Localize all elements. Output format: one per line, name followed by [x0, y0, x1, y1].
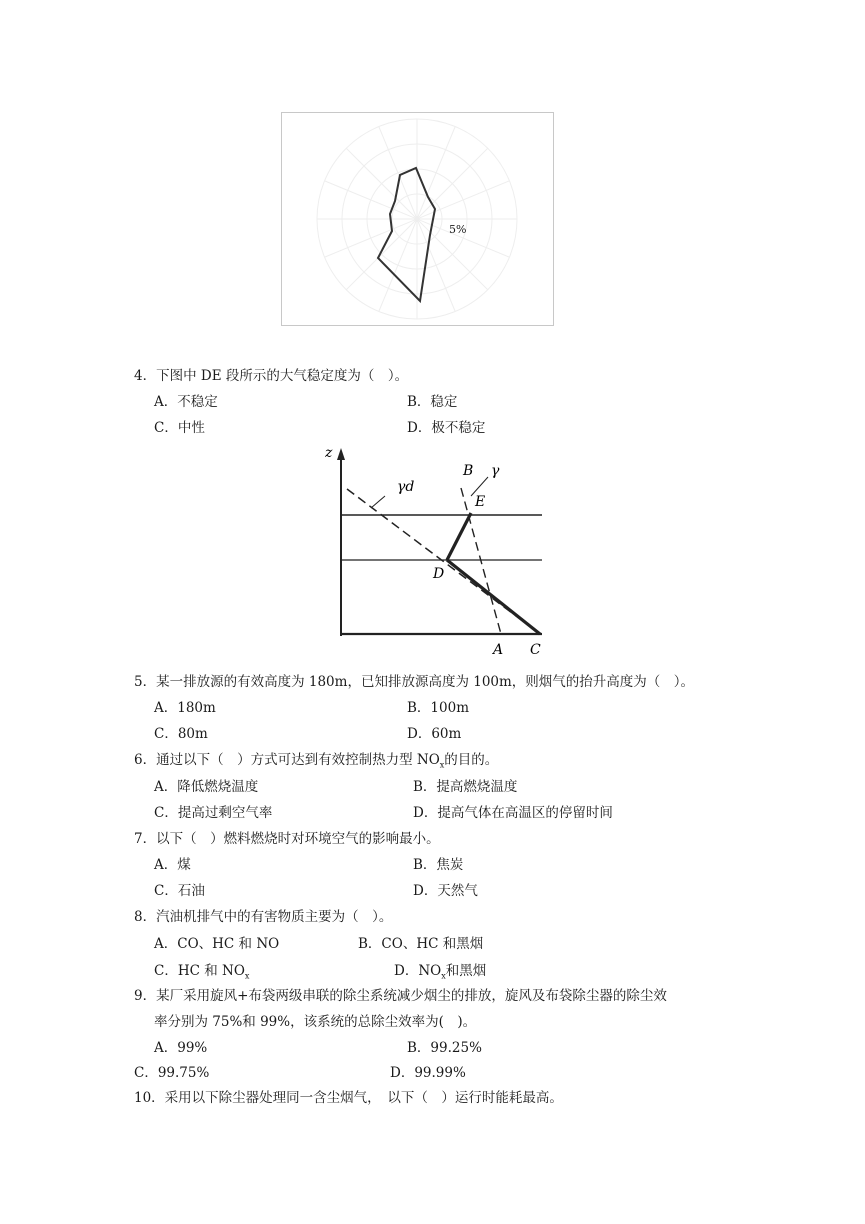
question-8-option-d-text: D．NO	[394, 963, 442, 979]
question-8-option-c-subscript: x	[244, 971, 250, 981]
question-9-stem-line-1: 9．某厂采用旋风+布袋两级串联的除尘系统减少烟尘的排放，旋风及布袋除尘器的除尘效	[134, 988, 667, 1004]
question-9-option-a: A．99%	[154, 1040, 208, 1056]
question-9-stem-line-2: 率分别为 75%和 99%，该系统的总除尘效率为( )。	[154, 1014, 477, 1030]
question-7-stem: 7．以下（ ）燃料燃烧时对环境空气的影响最小。	[134, 831, 440, 847]
point-a-label: A	[493, 642, 504, 658]
gamma-label: γ	[491, 463, 500, 479]
question-6-stem-text: 6．通过以下（ ）方式可达到有效控制热力型 NO	[134, 752, 440, 768]
question-8-option-d-end: 和黑烟	[445, 963, 487, 979]
question-9-option-b: B．99.25%	[407, 1040, 482, 1056]
wind-rose-figure	[281, 112, 554, 326]
question-4-option-a: A．不稳定	[154, 394, 218, 410]
question-4-stem: 4．下图中 DE 段所示的大气稳定度为（ ）。	[134, 368, 409, 384]
question-8-option-c	[154, 959, 249, 981]
point-e-label: E	[475, 494, 486, 510]
question-8-option-d	[394, 959, 486, 981]
point-b-label: B	[463, 463, 474, 479]
point-c-label: C	[530, 642, 541, 658]
question-7-option-d: D．天然气	[413, 883, 478, 899]
question-8-option-a: A．CO、HC 和 NO	[154, 936, 280, 952]
question-8-option-d-subscript: x	[441, 971, 446, 981]
question-6-stem-subscript: x	[439, 760, 445, 770]
wind-rose-percent-label: 5%	[449, 223, 467, 236]
question-6-option-b: B．提高燃烧温度	[413, 779, 518, 795]
question-6-stem	[134, 748, 498, 770]
question-9-option-d: D．99.99%	[390, 1065, 466, 1081]
question-7-option-c: C．石油	[154, 883, 205, 899]
question-7-option-a: A．煤	[154, 857, 191, 873]
question-6-option-c: C．提高过剩空气率	[154, 805, 273, 821]
gamma-d-label: γd	[397, 479, 415, 495]
wind-rose-svg	[282, 113, 553, 325]
question-4-option-c: C．中性	[154, 420, 205, 436]
question-8-option-c-text: C．HC 和 NO	[154, 963, 245, 979]
question-10-stem: 10．采用以下除尘器处理同一含尘烟气， 以下（ ）运行时能耗最高。	[134, 1090, 563, 1106]
question-5-option-c: C．80m	[154, 726, 208, 742]
question-5-option-a: A．180m	[154, 700, 216, 716]
question-7-option-b: B．焦炭	[413, 857, 464, 873]
lapse-rate-figure	[325, 444, 557, 658]
question-8-option-b: B．CO、HC 和黑烟	[358, 936, 484, 952]
z-axis-label: z	[325, 445, 333, 461]
question-6-option-a: A．降低燃烧温度	[154, 779, 259, 795]
question-4-option-d: D．极不稳定	[407, 420, 486, 436]
lapse-rate-svg	[325, 444, 557, 658]
question-5-stem: 5．某一排放源的有效高度为 180m，已知排放源高度为 100m，则烟气的抬升高度为（ ）。	[134, 674, 695, 690]
question-4-option-b: B．稳定	[407, 394, 458, 410]
point-d-label: D	[433, 566, 445, 582]
question-8-stem: 8．汽油机排气中的有害物质主要为（ ）。	[134, 909, 393, 925]
question-9-option-c: C．99.75%	[134, 1065, 210, 1081]
question-6-stem-end: 的目的。	[444, 752, 499, 768]
question-5-option-d: D．60m	[407, 726, 462, 742]
question-6-option-d: D．提高气体在高温区的停留时间	[413, 805, 613, 821]
question-5-option-b: B．100m	[407, 700, 469, 716]
